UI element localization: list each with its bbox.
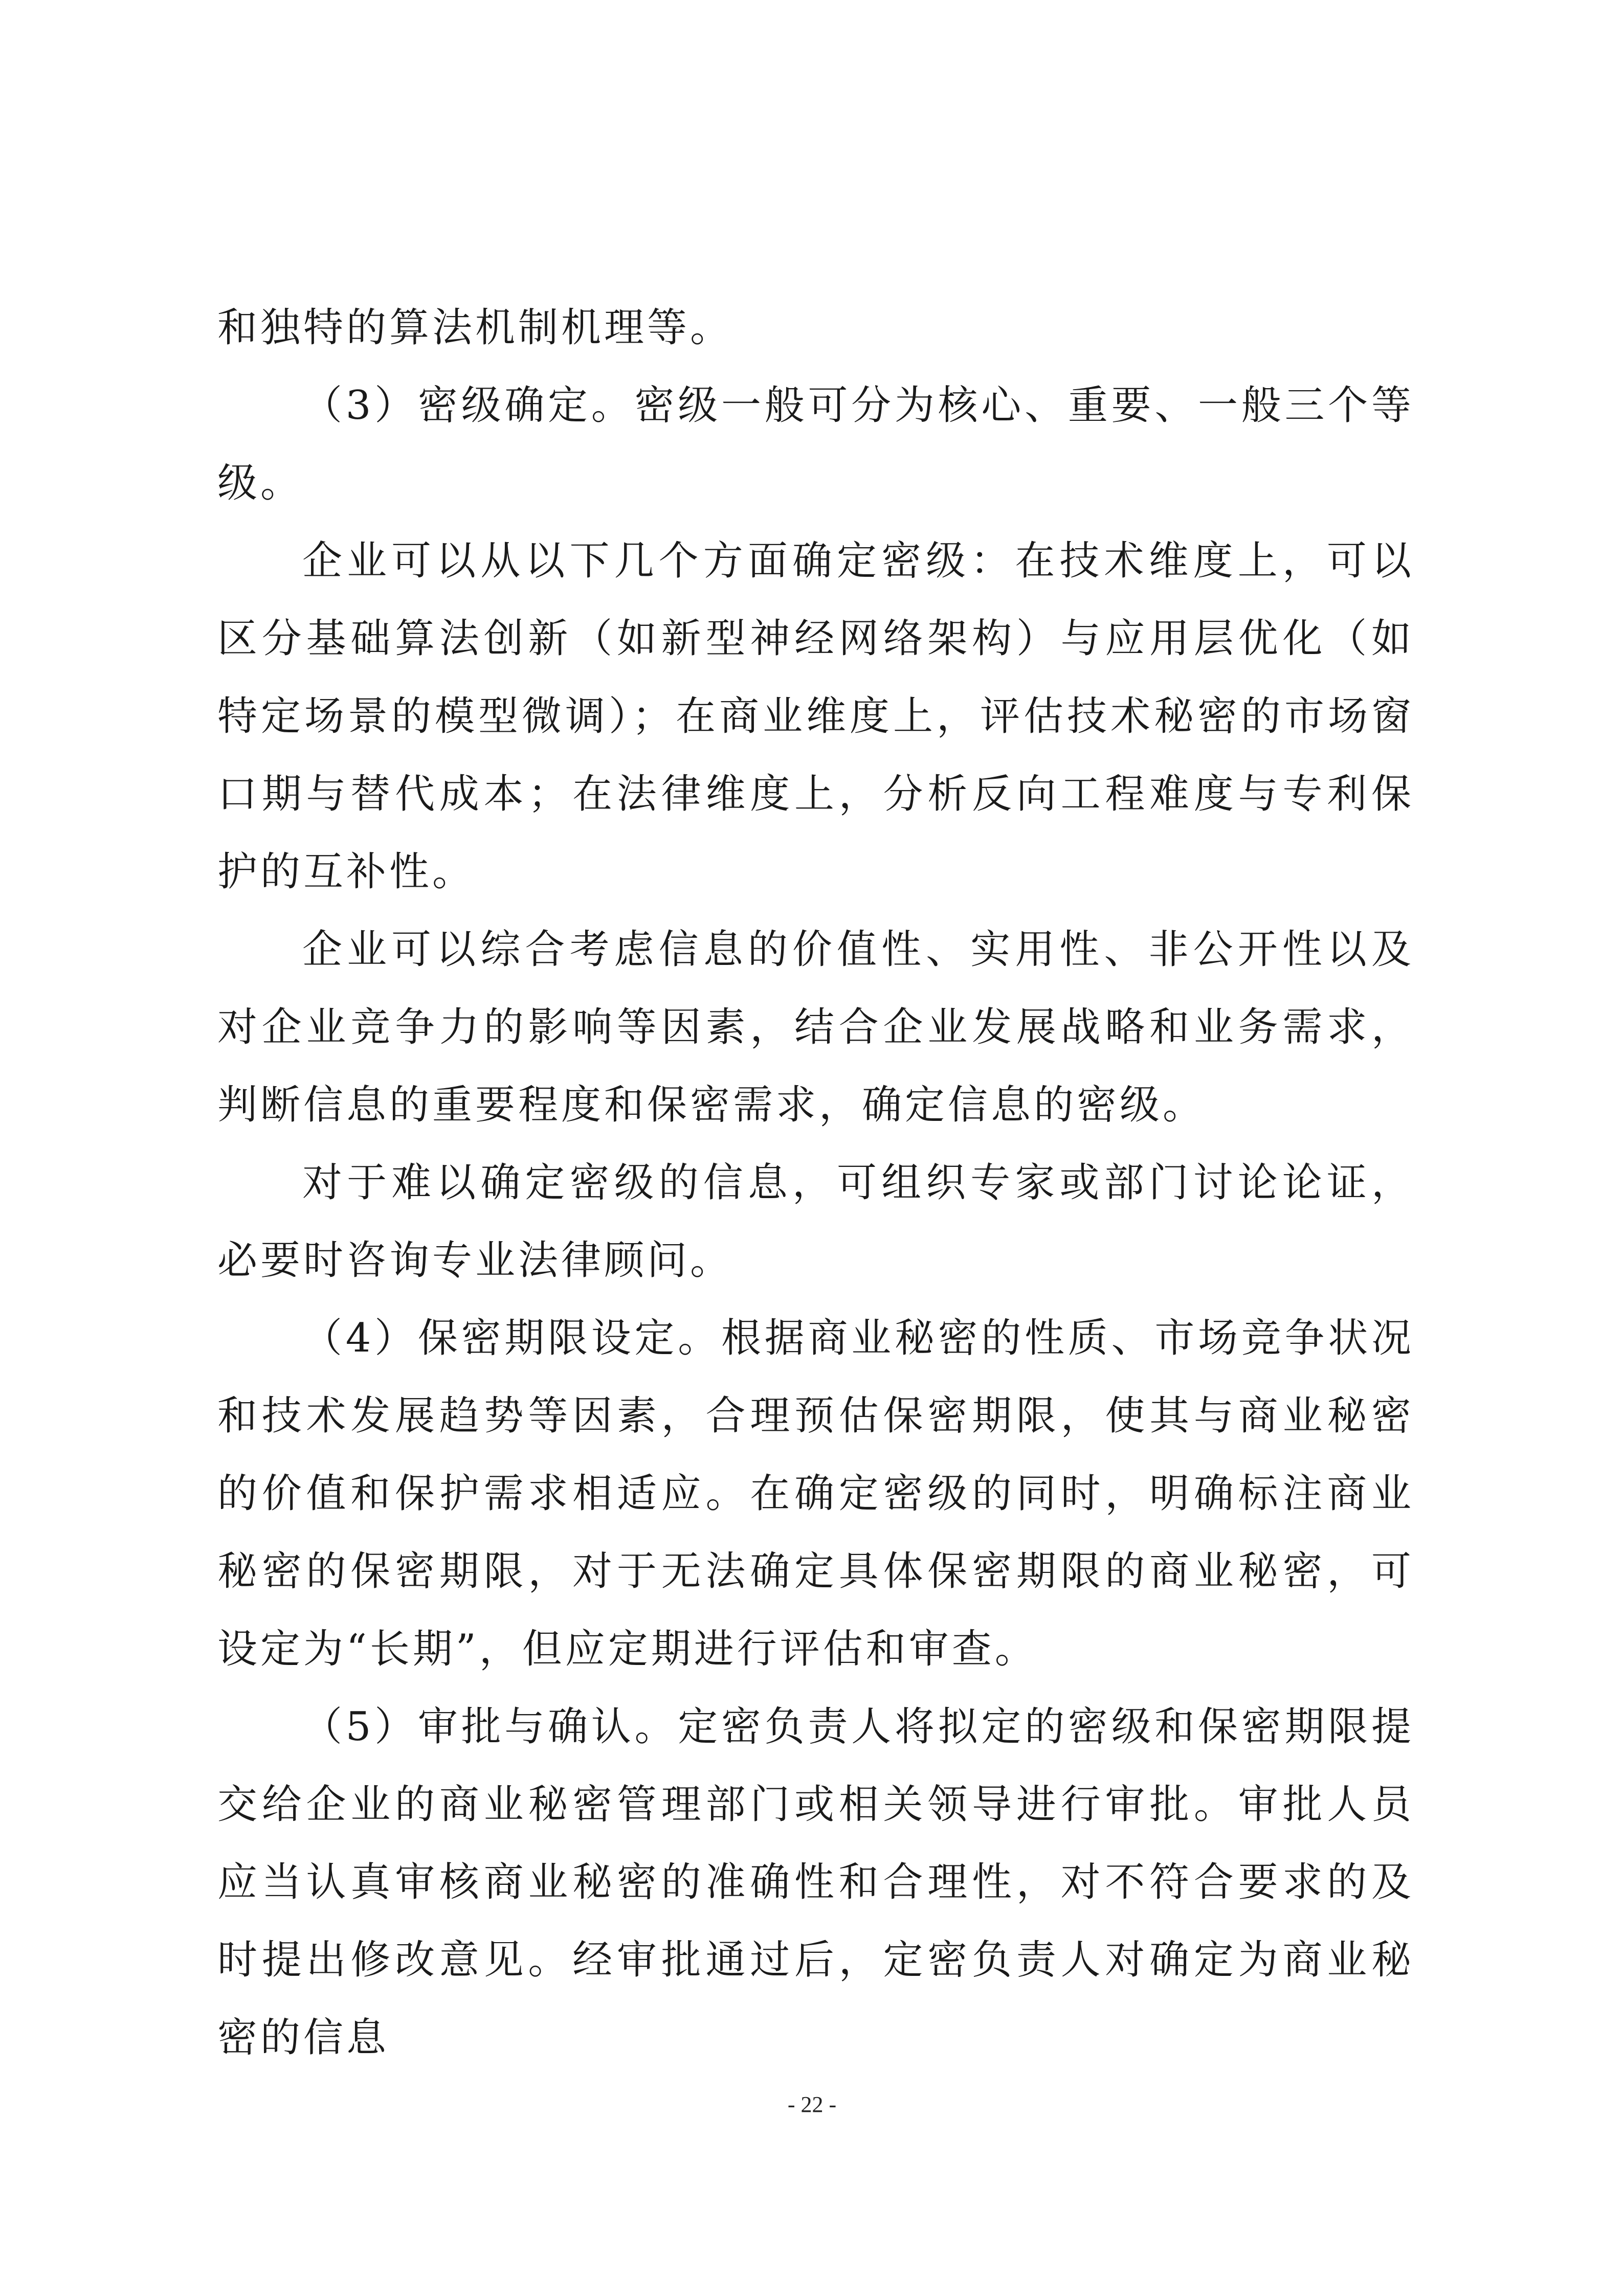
paragraph-expert-consultation: 对于难以确定密级的信息，可组织专家或部门讨论论证，必要时咨询专业法律顾问。 [217, 1160, 1414, 1284]
paragraph-approval-confirmation: （5）审批与确认。定密负责人将拟定的密级和保密期限提交给企业的商业秘密管理部门或相关领导进行审批。审批人员应当认真审核商业秘密的准确性和合理性，对不符合要求的及时提出修改意见。经审批通过后，定密负责人对确定为商业秘密的信息 [217, 1704, 1414, 2061]
paragraph-classification-dimensions: 企业可以从以下几个方面确定密级：在技术维度上，可以区分基础算法创新（如新型神经网络架构）与应用层优化（如特定场景的模型微调）；在商业维度上，评估技术秘密的市场窗口期与替代成本；在法律维度上，分析反向工程难度与专利保护的互补性。 [217, 538, 1414, 895]
paragraph-continuation: 和独特的算法机制机理等。 [217, 305, 733, 351]
paragraph-classification-factors: 企业可以综合考虑信息的价值性、实用性、非公开性以及对企业竞争力的影响等因素，结合企业发展战略和业务需求，判断信息的重要程度和保密需求，确定信息的密级。 [217, 927, 1414, 1128]
paragraph-classification-heading: （3）密级确定。密级一般可分为核心、重要、一般三个等级。 [217, 382, 1414, 506]
paragraph-confidentiality-period: （4）保密期限设定。根据商业秘密的性质、市场竞争状况和技术发展趋势等因素，合理预估保密期限，使其与商业秘密的价值和保护需求相适应。在确定密级的同时，明确标注商业秘密的保密期限，对于无法确定具体保密期限的商业秘密，可设定为“长期”，但应定期进行评估和审查。 [217, 1315, 1414, 1672]
body-text [217, 289, 1414, 2077]
page-number: - 22 - [787, 2092, 837, 2117]
